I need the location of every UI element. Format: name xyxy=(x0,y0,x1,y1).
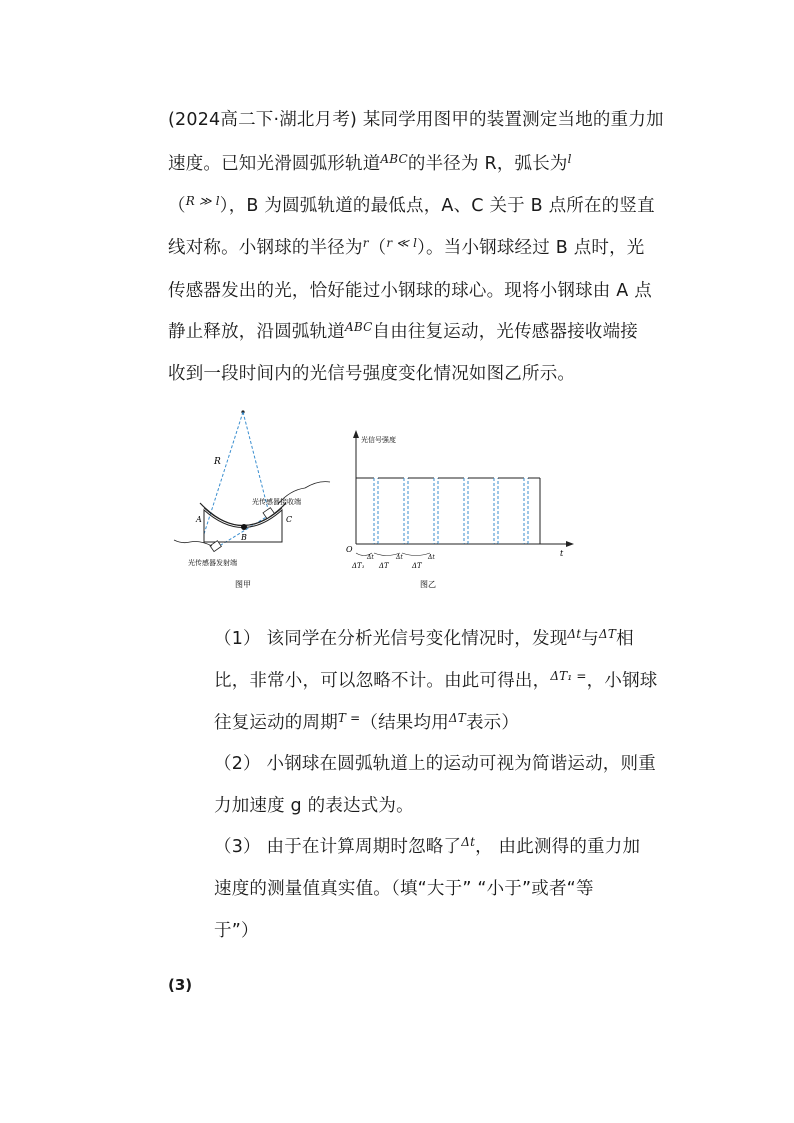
figure-left xyxy=(174,410,330,589)
label-dT1: ΔT₁ xyxy=(352,562,365,570)
figure-right xyxy=(346,430,574,589)
text: ， 由此测得的重力加 xyxy=(475,837,641,857)
text: 速度。已知光滑圆弧形轨道 xyxy=(168,154,381,174)
brace-3 xyxy=(402,553,430,556)
text: 该同学在分析光信号变化情况时，发现 xyxy=(266,629,568,649)
steel-ball xyxy=(241,524,247,530)
problem-line-1 xyxy=(168,106,664,131)
text: 往复运动的周期 xyxy=(214,713,338,733)
text: ，小钢球 xyxy=(586,671,658,691)
figures xyxy=(160,400,600,600)
math-T: T = xyxy=(337,711,361,725)
caption-left: 图甲 xyxy=(235,580,251,589)
label-A: A xyxy=(196,515,202,524)
problem-line-5: 传感器发出的光，恰好能过小钢球的球心。现将小钢球由 A 点 xyxy=(168,281,652,301)
math-dT: ΔT xyxy=(448,711,466,725)
problem-line-3 xyxy=(168,192,655,217)
math-dt: Δt xyxy=(567,627,582,641)
math-dt: Δt xyxy=(461,835,476,849)
q1-number: （1） xyxy=(214,629,261,649)
problem-line-6 xyxy=(168,318,638,343)
math-dT: ΔT xyxy=(599,627,617,641)
math-dT1: ΔT₁ = xyxy=(550,669,587,683)
text: 线对称。小钢球的半径为 xyxy=(168,238,363,258)
text: （结果均用 xyxy=(360,713,449,733)
q3-number: （3） xyxy=(214,837,261,857)
problem-line-4 xyxy=(168,234,645,259)
problem-text: 某同学用图甲的装置测定当地的重力加 xyxy=(362,110,664,130)
x-axis-label: t xyxy=(560,549,564,558)
q1-line-3 xyxy=(214,709,519,734)
label-C: C xyxy=(286,515,293,524)
math-abc: ABC xyxy=(345,320,373,334)
y-axis-label: 光信号强度 xyxy=(361,436,396,444)
text: 自由往复运动，光传感器接收端接 xyxy=(372,322,638,342)
q3-line-1 xyxy=(214,833,640,858)
math-r: r xyxy=(362,236,369,250)
label-R: R xyxy=(214,457,221,467)
math-r-gg-l: R ≫ l xyxy=(185,194,220,208)
label-B: B xyxy=(241,533,247,542)
text: 相 xyxy=(616,629,634,649)
q3-line-2: 速度的测量值真实值。（填“大于” “小于”或者“等 xyxy=(214,879,594,899)
problem-source: (2024高二下·湖北月考) xyxy=(168,110,358,130)
origin-label: O xyxy=(346,545,353,554)
q2-line-1 xyxy=(214,750,656,775)
text: （ xyxy=(368,238,387,258)
radius-line-left xyxy=(204,412,243,534)
signal-trace xyxy=(356,478,540,544)
caption-right: 图乙 xyxy=(420,580,436,589)
label-dT-2: ΔT xyxy=(412,562,422,570)
math-abc: ABC xyxy=(380,152,408,166)
label-dt-3: Δt xyxy=(428,554,435,561)
text: 静止释放，沿圆弧轨道 xyxy=(168,322,345,342)
math-r-ll-l: r ≪ l xyxy=(386,236,418,250)
section-label: (3) xyxy=(168,976,193,994)
label-dt-1: Δt xyxy=(367,554,374,561)
x-axis-arrow xyxy=(566,541,574,547)
text: （ xyxy=(168,196,186,216)
label-dt-2: Δt xyxy=(396,554,403,561)
text: ），B 为圆弧轨道的最低点，A、C 关于 B 点所在的竖直 xyxy=(219,196,655,216)
label-dT-1: ΔT xyxy=(379,562,389,570)
text: 由于在计算周期时忽略了 xyxy=(266,837,462,857)
q2-number: （2） xyxy=(214,754,261,774)
q2-line-2: 力加速度 g 的表达式为。 xyxy=(214,796,414,816)
text: 的半径为 R，弧长为 xyxy=(407,154,568,174)
q1-line-2 xyxy=(214,667,657,692)
math-l: l xyxy=(567,152,572,166)
receiver-label: 光传感器接收端 xyxy=(252,498,301,506)
emitter-label: 光传感器发射端 xyxy=(188,559,237,567)
q3-line-3: 于”） xyxy=(214,921,259,941)
y-axis-arrow xyxy=(353,430,359,438)
text: 表示） xyxy=(465,713,520,733)
text: ）。当小钢球经过 B 点时，光 xyxy=(417,238,645,258)
text: 小钢球在圆弧轨道上的运动可视为简谐运动，则重 xyxy=(266,754,656,774)
text: 与 xyxy=(581,629,599,649)
emitter-cable xyxy=(174,540,212,546)
problem-line-2 xyxy=(168,150,572,175)
problem-line-7: 收到一段时间内的光信号强度变化情况如图乙所示。 xyxy=(168,364,576,384)
text: 比，非常小，可以忽略不计。由此可得出， xyxy=(214,671,551,691)
q1-line-1 xyxy=(214,625,634,650)
